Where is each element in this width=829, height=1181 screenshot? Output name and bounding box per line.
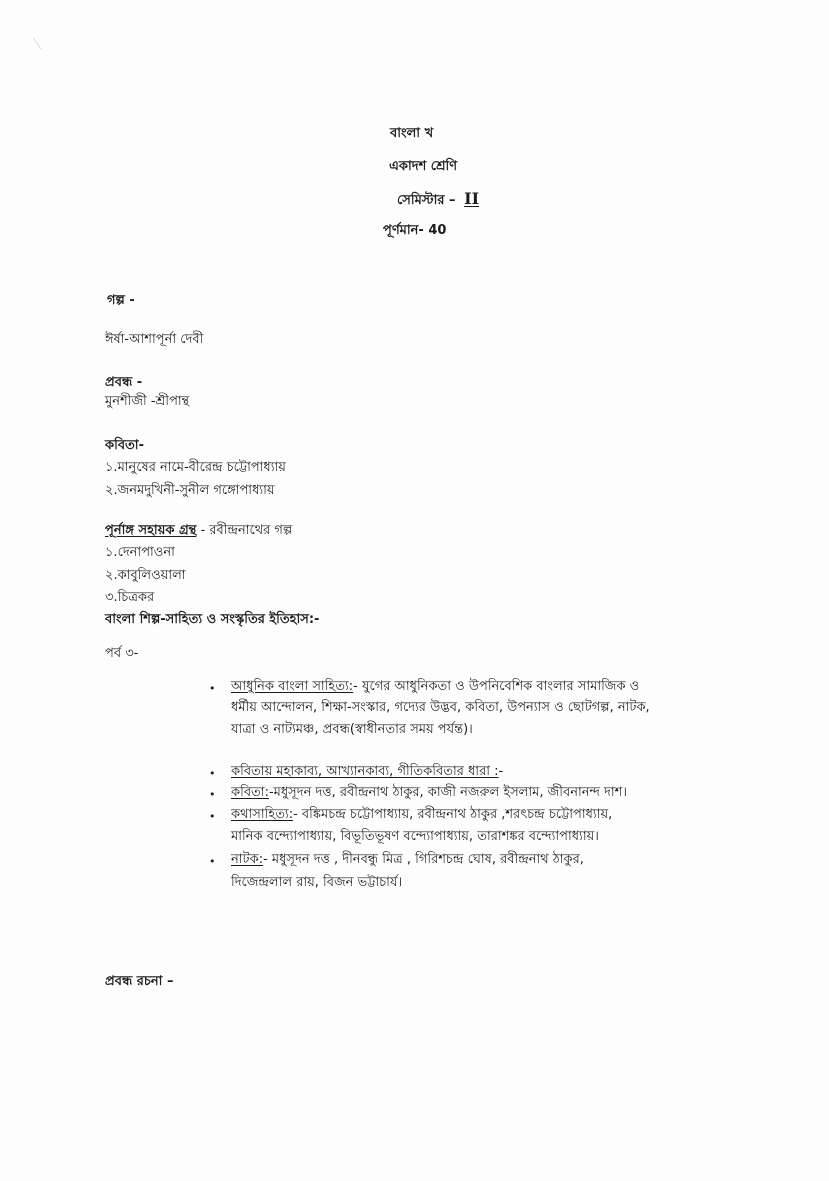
semester-value: II [464, 189, 480, 208]
story-heading: গল্প - [107, 293, 135, 308]
bullet-term: আধুনিক বাংলা সাহিত্য: [231, 679, 354, 694]
bullet-dot: • [209, 788, 216, 801]
bullet-line: ধর্মীয় আন্দোলন, শিক্ষা-সংস্কার, গদ্যের উদ্ভব, কবিতা, উপন্যাস ও ছোটগল্প, নাটক, [231, 700, 650, 715]
bullet-dot: • [209, 682, 216, 695]
bullet-line: যাত্রা ও নাট্যমঞ্চ, প্রবন্ধ(স্বাধীনতার সময় পর্যন্ত)। [231, 722, 473, 737]
bullet-line: কবিতায় মহাকাব্য, আখ্যানকাব্য, গীতিকবিতার ধারা :- [231, 764, 504, 779]
bullet-dot: • [209, 855, 216, 868]
subject-title: বাংলা খ [390, 126, 434, 141]
bullet-line: কথাসাহিত্য:- বঙ্কিমচন্দ্র চট্টোপাধ্যায়, রবীন্দ্রনাথ ঠাকুর ,শরৎচন্দ্র চট্টোপাধ্যায়, [231, 807, 613, 822]
history-heading: বাংলা শিল্প-সাহিত্য ও সংস্কৃতির ইতিহাস:- [105, 612, 320, 627]
poetry-item: ১.মানুষের নামে-বীরেন্দ্র চট্টোপাধ্যায় [105, 460, 286, 475]
bullet-term: নাটক: [231, 852, 264, 867]
essay-item: মুনশীজী -শ্রীপান্থ [105, 394, 190, 409]
bullet-line: আধুনিক বাংলা সাহিত্য:- যুগের আধুনিকতা ও উপনিবেশিক বাংলার সামাজিক ও [231, 679, 640, 694]
poetry-heading: কবিতা- [105, 438, 144, 453]
class-title: একাদশ শ্রেণি [389, 159, 458, 174]
semester-label: সেমিস্টার – [397, 193, 456, 208]
bullet-line: কবিতা:-মধুসূদন দত্ত, রবীন্দ্রনাথ ঠাকুর, কাজী নজরুল ইসলাম, জীবনানন্দ দাশ। [231, 785, 627, 800]
full-marks: পূর্ণমান- 40 [383, 223, 447, 238]
bullet-line: নাটক:- মধুসূদন দত্ত , দীনবন্ধু মিত্র , গিরিশচন্দ্র ঘোষ, রবীন্দ্রনাথ ঠাকুর, [231, 852, 584, 867]
bullet-dot: • [209, 810, 216, 823]
story-item: ঈর্ষা-আশাপূর্না দেবী [105, 332, 204, 347]
bullet-term: কবিতা: [231, 785, 269, 800]
bullet-term: কথাসাহিত্য: [231, 807, 294, 822]
supplementary-heading: পূর্নাঙ্গ সহায়ক গ্রন্থ [105, 523, 197, 538]
supplementary-heading-line [105, 521, 292, 542]
essay-heading: প্রবন্ধ - [105, 375, 143, 390]
bullet-line: মানিক বন্দ্যোপাধ্যায়, বিভূতিভূষণ বন্দ্যোপাধ্যায়, তারাশঙ্কর বন্দ্যোপাধ্যায়। [231, 829, 599, 844]
bullet-line: দিজেন্দ্রলাল রায়, বিজন ভট্টাচার্য। [231, 875, 403, 890]
poetry-item: ২.জনমদুখিনী-সুনীল গঙ্গোপাধ্যায় [105, 483, 275, 498]
semester-line [397, 189, 479, 212]
supplementary-item: ৩.চিত্রকর [105, 590, 155, 605]
composition-heading: প্রবন্ধ রচনা – [105, 974, 174, 989]
bullet-dot: • [209, 767, 216, 780]
bullet-term: কবিতায় মহাকাব্য, আখ্যানকাব্য, গীতিকবিতার ধারা : [231, 764, 499, 779]
scan-artifact [33, 32, 50, 50]
supplementary-heading-suffix: - রবীন্দ্রনাথের গল্প [196, 523, 293, 538]
history-part: পর্ব ৩- [105, 646, 139, 661]
supplementary-item: ১.দেনাপাওনা [105, 545, 175, 560]
supplementary-item: ২.কাবুলিওয়ালা [105, 568, 186, 583]
